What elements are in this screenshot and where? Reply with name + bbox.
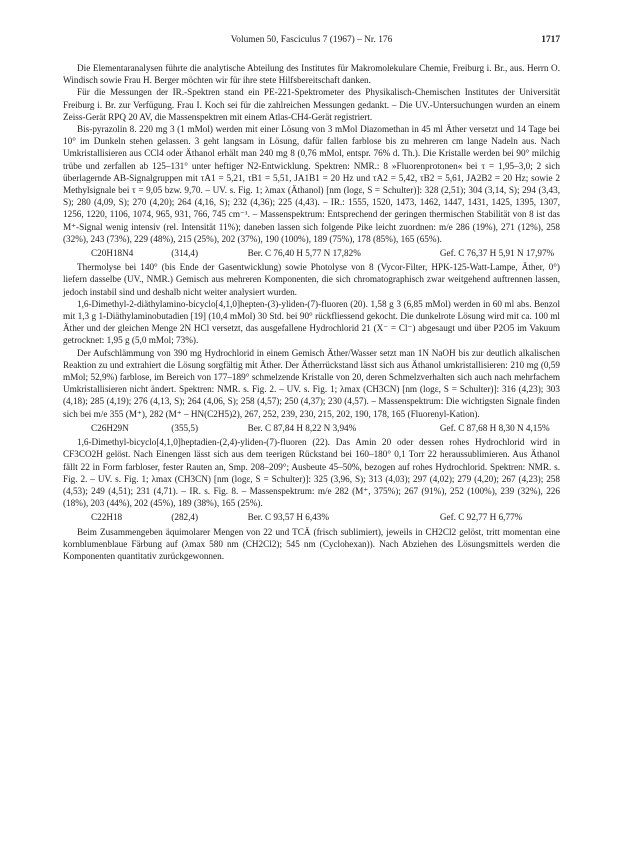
analysis-found: Gef. C 92,77 H 6,77% — [439, 512, 523, 523]
paragraph-compound-20: 1,6-Dimethyl-2-diäthylamino-bicyclo[4,1,0]hepten-(3)-yliden-(7)-fluoren (20). 1,58 g 3 (6,85 mMol) werden in 60 ml abs. Benzol mit 1,3 g 1-Diäthylaminobutadien [19] (10,4 mMol) 30 Std. bei 90° rückfliessend gekocht. Die dunkelrote Lösung wird mit ca. 100 ml Äther und der gleichen Menge 2N HCl versetzt, das ausgefallene Hydrochlorid 21 (X⁻ = Cl⁻) abgesaugt und über P2O5 im Vakuum getrocknet: 1,95 g (5,0 mMol; 73%). — [63, 298, 560, 346]
paragraph-tca-complex: Beim Zusammengeben äquimolarer Mengen von 22 und TCÄ (frisch sublimiert), jeweils in CH2Cl2 gelöst, tritt momentan eine kornblumenblaue Färbung auf (λmax 580 nm (CH2Cl2); 545 nm (Cyclohexan)). Nach Abziehen des Lösungsmittels werden die Komponenten quantitativ zurückgewonnen. — [63, 526, 560, 561]
paragraph-acknowledgement-spectra: Für die Messungen der IR.-Spektren stand ein PE-221-Spektrometer des Physikalisch-Chemischen Institutes der Universität Freiburg i. Br. zur Verfügung. Frau I. Koch sei für die zahlreichen Messungen gedankt. – Die UV.-Untersuchungen wurden an einem Zeiss-Gerät RPQ 20 AV, die Massenspektren mit einem Atlas-CH4-Gerät registriert. — [63, 87, 560, 122]
paragraph-thermolysis: Thermolyse bei 140° (bis Ende der Gasentwicklung) sowie Photolyse von 8 (Vycor-Filter, HPK-125-Watt-Lampe, Äther, 0°) liefern dasselbe (UV., NMR.) Gemisch aus mehreren Komponenten, die sich chromatographisch zwar weitgehend auftrennen lassen, jedoch instabil sind und deshalb nicht weiter analysiert wurden. — [63, 262, 560, 297]
analysis-calculated: Ber. C 76,40 H 5,77 N 17,82% — [247, 248, 361, 259]
analysis-formula: C26H29N — [91, 422, 129, 433]
paragraph-acknowledgement-analysis: Die Elementaranalysen führte die analytische Abteilung des Institutes für Makromolekulare Chemie, Freiburg i. Br., aus. Herrn O. Windisch sowie Frau H. Berger möchten wir für ihre stete Hilfsbereitschaft danken. — [63, 63, 560, 86]
analysis-calculated: Ber. C 87,84 H 8,22 N 3,94% — [247, 422, 357, 433]
journal-page — [63, 34, 560, 562]
analysis-molar-mass: (314,4) — [171, 248, 199, 259]
analysis-formula: C20H18N4 — [91, 248, 134, 259]
analysis-molar-mass: (282,4) — [171, 512, 199, 523]
analysis-calculated: Ber. C 93,57 H 6,43% — [247, 512, 330, 523]
analysis-formula: C22H18 — [91, 512, 123, 523]
analysis-found: Gef. C 76,37 H 5,91 N 17,97% — [439, 248, 555, 259]
elemental-analysis-row — [63, 247, 560, 259]
analysis-molar-mass: (355,5) — [171, 422, 199, 433]
paragraph-bis-pyrazolin: Bis-pyrazolin 8. 220 mg 3 (1 mMol) werden mit einer Lösung von 3 mMol Diazomethan in 45 ml Äther versetzt und 14 Tage bei 10° im Dunkeln stehen gelassen. 3 geht langsam in Lösung, dafür fallen farblose bis zu mehreren cm lange Nadeln aus. Nach Umkristallisieren aus CCl4 oder Äthanol erhält man 240 mg 8 (0,76 mMol, entspr. 76% d. Th.). Die Kristalle werden bei 90° milchig trübe und zerfallen ab 125–131° unter heftiger N2-Entwicklung. Spektren: NMR.: 8 »Fluorenprotonen« bei τ = 1,95–3,0; 2 sich überlagernde AB-Signalgruppen mit τA1 = 5,21, τB1 = 5,51, JA1B1 = 20 Hz und τA2 = 5,42, τB2 = 5,61, JA2B2 = 20 Hz; sowie 2 Methylsignale bei τ = 9,05 bzw. 9,70. – UV. s. Fig. 1; λmax (Äthanol) [nm (logε, S = Schulter)]: 328 (2,51); 304 (3,14, S); 294 (3,43, S); 280 (4,09, S); 270 (4,20); 264 (4,16, S); 232 (4,36); 225 (4,43). – IR.: 1555, 1520, 1473, 1462, 1447, 1431, 1425, 1395, 1307, 1256, 1220, 1106, 1074, 965, 931, 766, 745 cm⁻¹. – Massenspektrum: Entsprechend der geringen thermischen Stabilität von 8 ist das M⁺-Signal wenig intensiv (rel. Intensität 11%); daneben lassen sich folgende Pike leicht zuordnen: m/e 286 (19%), 271 (12%), 258 (32%), 243 (73%), 229 (48%), 215 (25%), 202 (37%), 190 (100%), 189 (75%), 178 (85%), 165 (65%). — [63, 124, 560, 244]
elemental-analysis-row — [63, 422, 560, 434]
running-head — [63, 34, 560, 48]
page-number: 1717 — [541, 35, 560, 45]
elemental-analysis-row — [63, 511, 560, 523]
running-title: Volumen 50, Fasciculus 7 (1967) – Nr. 176 — [230, 35, 393, 45]
paragraph-hydrochloride-workup: Der Aufschlämmung von 390 mg Hydrochlorid in einem Gemisch Äther/Wasser setzt man 1N NaOH bis zur deutlich alkalischen Reaktion zu und extrahiert die Lösung sorgfältig mit Äther. Der Ätherrückstand lässt sich aus Äthanol umkristallisieren: 210 mg (0,59 mMol; 52,9%) farblose, im Bereich von 177–189° schmelzende Kristalle von 20, deren Schmelzverhalten sich auch nach mehrfachem Umkristallisieren nicht ändert. Spektren: NMR. s. Fig. 2. – UV. s. Fig. 1; λmax (CH3CN) [nm (logε, S = Schulter)]: 316 (4,23); 303 (4,18); 285 (4,19); 276 (4,13, S); 264 (4,06, S); 258 (4,57); 250 (4,37); 230 (4,57). – Massenspektrum: Die wichtigsten Signale finden sich bei m/e 355 (M⁺), 282 (M⁺ – HN(C2H5)2), 267, 252, 239, 230, 215, 202, 190, 178, 165 (Fluorenyl-Kation). — [63, 347, 560, 419]
paragraph-compound-22: 1,6-Dimethyl-bicyclo[4,1,0]heptadien-(2,4)-yliden-(7)-fluoren (22). Das Amin 20 oder dessen rohes Hydrochlorid wird in CF3CO2H gelöst. Nach Einengen lässt sich aus dem teerigen Rückstand bei 160–180° 0,1 Torr 22 heraussublimieren. Aus Äthanol fällt 22 in Form farbloser, fester Rauten an, Smp. 208–209°; Ausbeute 45–50%, bezogen auf rohes Hydrochlorid. Spektren: NMR. s. Fig. 2. – UV. s. Fig. 1; λmax (CH3CN) [nm (logε, S = Schulter)]: 325 (3,96, S); 313 (4,03); 297 (4,02); 279 (4,20); 267 (4,23); 258 (4,53); 249 (4,51); 231 (4,71). – IR. s. Fig. 8. – Massenspektrum: m/e 282 (M⁺, 375%); 267 (91%), 252 (100%), 239 (32%), 226 (18%), 203 (44%), 202 (45%), 189 (38%), 165 (25%). — [63, 437, 560, 509]
analysis-found: Gef. C 87,68 H 8,30 N 4,15% — [439, 422, 550, 433]
